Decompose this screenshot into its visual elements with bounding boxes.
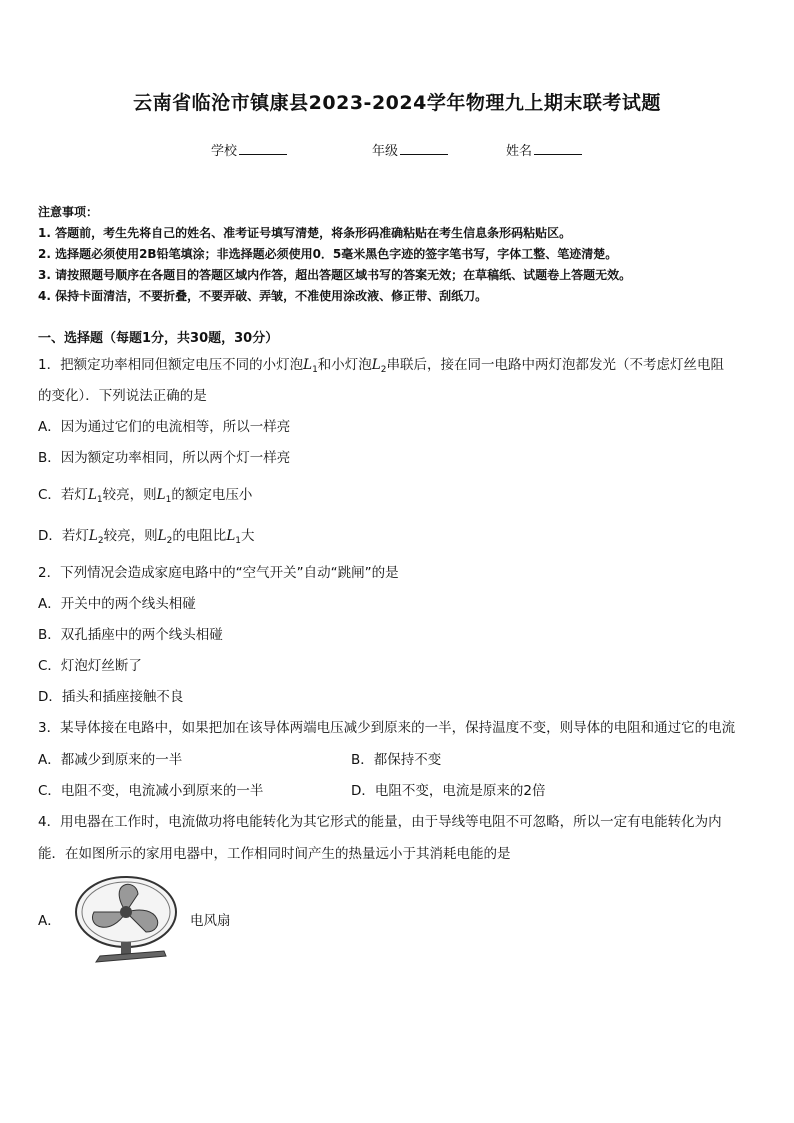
q4-stem-line1: 4．用电器在工作时，电流做功将电能转化为其它形式的能量，由于导线等电阻不可忽略，所以一定有电能转化为内: [38, 814, 722, 830]
q2-option-b[interactable]: B．双孔插座中的两个线头相碰: [38, 627, 223, 643]
section-heading: 一、选择题（每题1分，共30题，30分）: [38, 331, 279, 346]
q2-option-d[interactable]: D．插头和插座接触不良: [38, 689, 184, 705]
name-field[interactable]: [506, 140, 582, 159]
notice-item: 3. 请按照题号顺序在各题目的答题区域内作答，超出答题区域书写的答案无效；在草稿纸、试题卷上答题无效。: [38, 268, 632, 282]
q3-option-a[interactable]: A．都减少到原来的一半: [38, 752, 183, 768]
school-blank[interactable]: [239, 142, 287, 155]
notice-block: [38, 202, 768, 307]
q3-options-row2: [38, 779, 768, 799]
grade-field[interactable]: [372, 140, 448, 159]
q4-option-a-label[interactable]: A．: [38, 913, 61, 929]
exam-title: 云南省临沧市镇康县2023-2024学年物理九上期末联考试题: [133, 92, 661, 114]
grade-blank[interactable]: [400, 142, 448, 155]
school-field[interactable]: [211, 140, 287, 159]
q1-stem-line2: 的变化）．下列说法正确的是: [38, 388, 207, 404]
q1-option-b[interactable]: B．因为额定功率相同，所以两个灯一样亮: [38, 450, 291, 466]
name-blank[interactable]: [534, 142, 582, 155]
notice-heading: 注意事项：: [38, 205, 99, 219]
q3-option-c[interactable]: C．电阻不变，电流减小到原来的一半: [38, 783, 264, 799]
notice-item: 4. 保持卡面清洁，不要折叠，不要弄破、弄皱，不准使用涂改液、修正带、刮纸刀。: [38, 289, 488, 303]
grade-label: 年级: [372, 144, 399, 159]
q1-option-a[interactable]: A．因为通过它们的电流相等，所以一样亮: [38, 419, 291, 435]
name-label: 姓名: [506, 144, 533, 159]
q3-options-row1: [38, 748, 768, 768]
q3-option-b[interactable]: B．都保持不变: [351, 752, 442, 768]
q4-option-a-caption: 电风扇: [190, 913, 231, 929]
q3-option-d[interactable]: D．电阻不变，电流是原来的2倍: [351, 783, 546, 799]
q4-stem-line2: 能．在如图所示的家用电器中，工作相同时间产生的热量远小于其消耗电能的是: [38, 846, 511, 862]
notice-item: 1. 答题前，考生先将自己的姓名、准考证号填写清楚，将条形码准确粘贴在考生信息条形码粘贴区。: [38, 226, 572, 240]
electric-fan-icon: [66, 872, 184, 964]
school-label: 学校: [211, 144, 238, 159]
q1-option-c[interactable]: C．若灯$L_1$较亮，则$L_1$的额定电压小: [38, 487, 253, 505]
q3-stem: 3．某导体接在电路中，如果把加在该导体两端电压减少到原来的一半，保持温度不变，则导体的电阻和通过它的电流: [38, 720, 736, 736]
q2-stem: 2．下列情况会造成家庭电路中的“空气开关”自动“跳闸”的是: [38, 565, 399, 581]
q1-stem-line1: 1．把额定功率相同但额定电压不同的小灯泡$L_1$和小灯泡$L_2$串联后，接在同一电路中两灯泡都发光（不考虑灯丝电阻: [38, 357, 724, 375]
q2-option-a[interactable]: A．开关中的两个线头相碰: [38, 596, 196, 612]
q1-option-d[interactable]: D．若灯$L_2$较亮，则$L_2$的电阻比$L_1$大: [38, 528, 255, 546]
q2-option-c[interactable]: C．灯泡灯丝断了: [38, 658, 142, 674]
notice-item: 2. 选择题必须使用2B铅笔填涂；非选择题必须使用0．5毫米黑色字迹的签字笔书写，字体工整、笔迹清楚。: [38, 247, 618, 261]
